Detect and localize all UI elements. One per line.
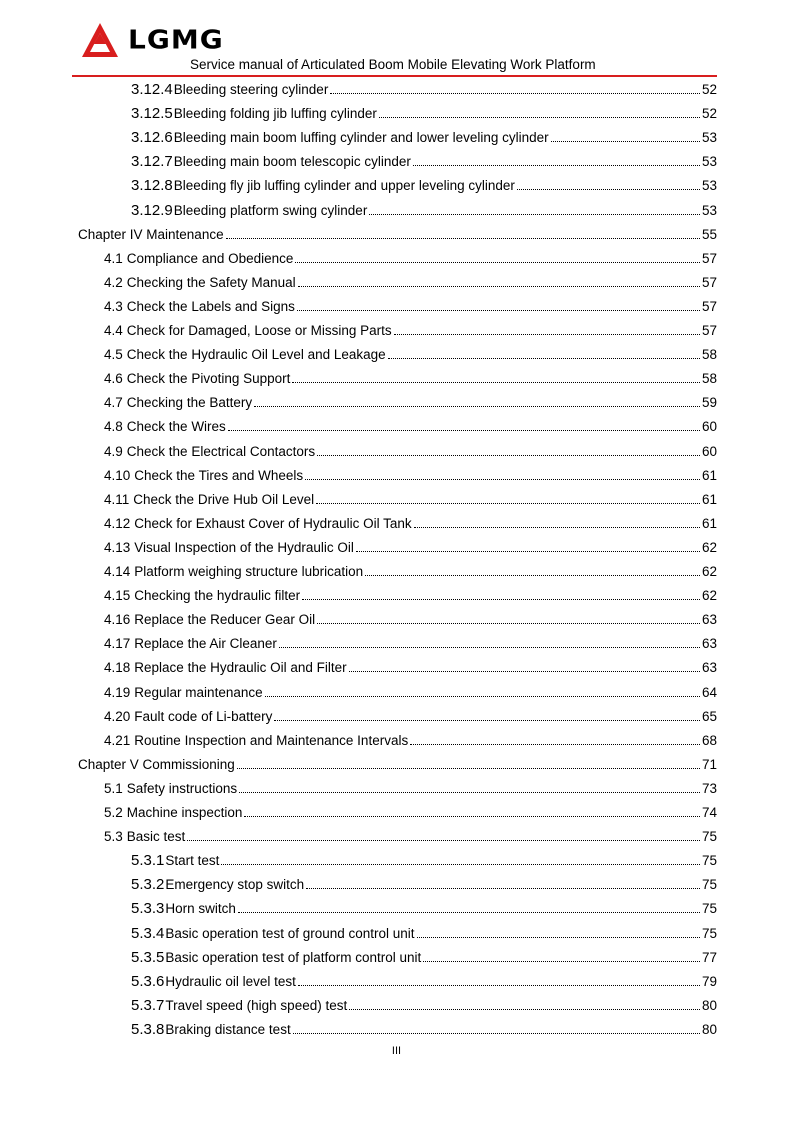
toc-entry[interactable] bbox=[131, 1016, 717, 1038]
dot-leader bbox=[237, 768, 700, 769]
toc-entry-title: Check the Tires and Wheels bbox=[134, 467, 304, 483]
toc-entry-title: Check the Pivoting Support bbox=[126, 371, 291, 387]
toc-entry-page: 53 bbox=[701, 154, 717, 170]
toc-entry-number: 5.3.4 bbox=[131, 924, 165, 942]
toc-entry[interactable] bbox=[104, 679, 717, 701]
toc-entry-page: 61 bbox=[701, 467, 717, 483]
dot-leader bbox=[244, 816, 700, 817]
toc-entry-title: Bleeding main boom luffing cylinder and lower leveling cylinder bbox=[173, 130, 549, 146]
dot-leader bbox=[254, 406, 700, 407]
toc-entry-page: 80 bbox=[701, 1021, 717, 1037]
dot-leader bbox=[274, 720, 700, 721]
toc-entry-page: 53 bbox=[701, 202, 717, 218]
dot-leader bbox=[298, 985, 700, 986]
toc-entry-title: Routine Inspection and Maintenance Intervals bbox=[134, 732, 409, 748]
toc-entry-number: 4.17 bbox=[104, 636, 131, 652]
toc-entry-number: 3.12.7 bbox=[131, 153, 173, 171]
toc-entry-page: 57 bbox=[701, 274, 717, 290]
dot-leader bbox=[365, 575, 700, 576]
dot-leader bbox=[295, 262, 700, 263]
page-number: III bbox=[391, 1045, 402, 1057]
toc-entry-page: 63 bbox=[701, 636, 717, 652]
toc-entry-title: Check the Hydraulic Oil Level and Leakage bbox=[126, 347, 386, 363]
toc-entry-page: 61 bbox=[701, 491, 717, 507]
toc-entry-number: 4.4 bbox=[104, 323, 123, 338]
toc-entry-page: 68 bbox=[701, 732, 717, 748]
toc-entry-title: Chapter V Commissioning bbox=[78, 756, 235, 772]
dot-leader bbox=[317, 455, 700, 456]
toc-entry-page: 53 bbox=[701, 130, 717, 146]
toc-entry[interactable] bbox=[131, 148, 717, 170]
toc-entry-page: 75 bbox=[701, 877, 717, 893]
toc-entry-title: Check the Labels and Signs bbox=[126, 298, 295, 314]
dot-leader bbox=[305, 479, 700, 480]
dot-leader bbox=[349, 671, 700, 672]
toc-entry-title: Check the Drive Hub Oil Level bbox=[133, 491, 315, 507]
toc-entry-number: 5.3.3 bbox=[131, 900, 165, 918]
toc-entry[interactable] bbox=[104, 341, 717, 363]
toc-entry-number: 4.3 bbox=[104, 298, 123, 314]
toc-entry-title: Basic operation test of platform control unit bbox=[165, 949, 422, 965]
toc-entry[interactable] bbox=[104, 606, 717, 628]
dot-leader bbox=[238, 912, 700, 913]
toc-entry[interactable] bbox=[131, 944, 717, 966]
toc-entry[interactable] bbox=[104, 823, 717, 845]
toc-entry[interactable] bbox=[104, 293, 717, 315]
toc-entry[interactable] bbox=[104, 582, 717, 604]
toc-entry-number: 4.7 bbox=[104, 395, 123, 411]
toc-entry-title: Travel speed (high speed) test bbox=[165, 997, 348, 1013]
toc-entry[interactable] bbox=[104, 799, 717, 821]
toc-entry-number: 3.12.5 bbox=[131, 105, 173, 123]
toc-entry-title: Check for Damaged, Loose or Missing Parts bbox=[126, 323, 392, 338]
toc-entry-page: 57 bbox=[701, 323, 717, 338]
toc-entry-number: 4.2 bbox=[104, 274, 123, 290]
toc-entry-page: 75 bbox=[701, 901, 717, 917]
dot-leader bbox=[413, 165, 700, 166]
toc-entry[interactable] bbox=[131, 76, 717, 98]
toc-entry-page: 58 bbox=[701, 347, 717, 363]
toc-entry-page: 52 bbox=[701, 82, 717, 97]
toc-entry-number: 4.10 bbox=[104, 467, 131, 483]
toc-entry-title: Fault code of Li-battery bbox=[134, 708, 273, 724]
toc-entry-page: 53 bbox=[701, 178, 717, 194]
toc-entry-number: 4.8 bbox=[104, 419, 123, 435]
toc-entry-number: 4.18 bbox=[104, 660, 131, 676]
toc-entry-number: 5.3.2 bbox=[131, 876, 165, 894]
dot-leader bbox=[187, 840, 700, 841]
dot-leader bbox=[239, 792, 700, 793]
dot-leader bbox=[388, 358, 700, 359]
toc-entry-number: 4.6 bbox=[104, 371, 123, 387]
dot-leader bbox=[298, 286, 700, 287]
dot-leader bbox=[293, 1033, 700, 1034]
toc-entry[interactable] bbox=[131, 992, 717, 1014]
toc-entry[interactable] bbox=[104, 630, 717, 652]
toc-entry-page: 59 bbox=[701, 395, 717, 411]
toc-entry-title: Start test bbox=[165, 853, 220, 869]
dot-leader bbox=[306, 888, 700, 889]
toc-entry[interactable] bbox=[104, 727, 717, 749]
toc-entry-page: 75 bbox=[701, 853, 717, 869]
toc-entry-title: Basic operation test of ground control unit bbox=[165, 925, 415, 941]
toc-entry[interactable] bbox=[104, 438, 717, 460]
toc-entry-page: 62 bbox=[701, 588, 717, 604]
dot-leader bbox=[221, 864, 700, 865]
toc-entry-page: 64 bbox=[701, 684, 717, 700]
toc-entry-number: 4.19 bbox=[104, 684, 131, 700]
toc-entry-title: Bleeding folding jib luffing cylinder bbox=[173, 106, 377, 122]
toc-entry-number: 5.3 bbox=[104, 829, 123, 845]
toc-entry[interactable] bbox=[104, 558, 717, 580]
toc-entry[interactable] bbox=[131, 968, 717, 990]
triangle-logo-icon bbox=[80, 22, 124, 58]
toc-entry-page: 60 bbox=[701, 419, 717, 435]
toc-entry[interactable] bbox=[104, 413, 717, 435]
toc-entry-title: Checking the hydraulic filter bbox=[134, 588, 301, 604]
toc-entry-title: Bleeding fly jib luffing cylinder and upper leveling cylinder bbox=[173, 178, 515, 194]
toc-entry-page: 57 bbox=[701, 298, 717, 314]
toc-entry-page: 63 bbox=[701, 612, 717, 628]
toc-entry-page: 65 bbox=[701, 708, 717, 724]
toc-entry-title: Replace the Reducer Gear Oil bbox=[134, 612, 316, 628]
document-title: Service manual of Articulated Boom Mobile Elevating Work Platform bbox=[190, 57, 596, 72]
dot-leader bbox=[265, 696, 700, 697]
dot-leader bbox=[279, 647, 700, 648]
toc-entry[interactable] bbox=[104, 775, 717, 797]
toc-entry-number: 3.12.4 bbox=[131, 81, 173, 98]
toc-entry-title: Machine inspection bbox=[126, 805, 243, 820]
toc-entry-title: Chapter IV Maintenance bbox=[78, 226, 224, 242]
toc-entry[interactable] bbox=[104, 654, 717, 676]
toc-entry-page: 62 bbox=[701, 539, 717, 555]
toc-entry-number: 4.5 bbox=[104, 347, 123, 363]
toc-entry-page: 60 bbox=[701, 443, 717, 459]
toc-entry-page: 71 bbox=[701, 756, 717, 772]
toc-entry-title: Check the Electrical Contactors bbox=[126, 443, 316, 459]
toc-entry-title: Checking the Battery bbox=[126, 395, 253, 411]
toc-entry[interactable] bbox=[104, 389, 717, 411]
toc-entry-page: 77 bbox=[701, 949, 717, 965]
toc-entry[interactable] bbox=[104, 269, 717, 291]
toc-entry-title: Platform weighing structure lubrication bbox=[134, 564, 364, 579]
lgmg-logo bbox=[80, 22, 224, 58]
toc-entry-title: Hydraulic oil level test bbox=[165, 973, 296, 989]
toc-entry[interactable] bbox=[131, 197, 717, 219]
toc-entry-page: 57 bbox=[701, 250, 717, 266]
toc-entry-number: 4.15 bbox=[104, 588, 131, 604]
dot-leader bbox=[316, 503, 700, 504]
toc-entry-number: 3.12.8 bbox=[131, 177, 173, 195]
dot-leader bbox=[369, 214, 700, 215]
dot-leader bbox=[349, 1009, 700, 1010]
dot-leader bbox=[414, 527, 700, 528]
toc-entry-number: 3.12.9 bbox=[131, 201, 173, 219]
toc-entry-title: Safety instructions bbox=[126, 780, 238, 796]
toc-entry-title: Basic test bbox=[126, 829, 186, 845]
toc-entry-number: 5.3.5 bbox=[131, 948, 165, 966]
dot-leader bbox=[356, 551, 700, 552]
toc-entry-title: Braking distance test bbox=[165, 1021, 291, 1037]
toc-entry-page: 80 bbox=[701, 997, 717, 1013]
toc-entry-title: Visual Inspection of the Hydraulic Oil bbox=[134, 539, 354, 555]
toc-entry-page: 75 bbox=[701, 925, 717, 941]
toc-entry-number: 5.1 bbox=[104, 780, 123, 796]
toc-entry-number: 4.14 bbox=[104, 564, 131, 579]
toc-entry[interactable] bbox=[131, 871, 717, 893]
toc-entry-number: 4.9 bbox=[104, 443, 123, 459]
toc-entry-number: 4.11 bbox=[104, 491, 130, 507]
toc-entry[interactable] bbox=[131, 172, 717, 194]
toc-entry[interactable] bbox=[131, 124, 717, 146]
toc-entry-number: 4.21 bbox=[104, 732, 131, 748]
toc-entry[interactable] bbox=[131, 847, 717, 869]
dot-leader bbox=[302, 599, 700, 600]
toc-entry-page: 73 bbox=[701, 780, 717, 796]
dot-leader bbox=[379, 117, 700, 118]
toc-entry-page: 75 bbox=[701, 829, 717, 845]
toc-entry[interactable] bbox=[78, 751, 717, 773]
toc-entry-page: 52 bbox=[701, 106, 717, 122]
toc-entry-title: Check for Exhaust Cover of Hydraulic Oil Tank bbox=[134, 515, 412, 531]
toc-entry-page: 79 bbox=[701, 973, 717, 989]
toc-entry-number: 4.12 bbox=[104, 515, 131, 531]
toc-entry-number: 5.3.1 bbox=[131, 852, 165, 870]
toc-entry[interactable] bbox=[104, 365, 717, 387]
toc-entry-title: Replace the Hydraulic Oil and Filter bbox=[134, 660, 347, 676]
dot-leader bbox=[410, 744, 700, 745]
toc-entry-number: 4.20 bbox=[104, 708, 131, 724]
toc-entry-number: 5.3.6 bbox=[131, 972, 165, 990]
toc-entry-title: Check the Wires bbox=[126, 419, 226, 435]
toc-entry-title: Replace the Air Cleaner bbox=[134, 636, 277, 652]
toc-entry[interactable] bbox=[104, 317, 717, 339]
dot-leader bbox=[517, 189, 700, 190]
dot-leader bbox=[292, 382, 700, 383]
toc-entry-page: 63 bbox=[701, 660, 717, 676]
toc-entry-title: Bleeding platform swing cylinder bbox=[173, 202, 368, 218]
dot-leader bbox=[228, 430, 700, 431]
toc-entry-page: 58 bbox=[701, 371, 717, 387]
toc-entry-title: Bleeding main boom telescopic cylinder bbox=[173, 154, 411, 170]
toc-entry[interactable] bbox=[104, 486, 717, 508]
toc-entry-title: Regular maintenance bbox=[134, 684, 263, 700]
toc-entry[interactable] bbox=[131, 920, 717, 942]
toc-entry[interactable] bbox=[131, 100, 717, 122]
toc-entry-number: 5.3.8 bbox=[131, 1020, 165, 1038]
dot-leader bbox=[423, 961, 700, 962]
dot-leader bbox=[417, 937, 700, 938]
toc-entry-number: 4.16 bbox=[104, 612, 131, 628]
toc-entry-title: Compliance and Obedience bbox=[126, 250, 294, 266]
toc-entry-page: 55 bbox=[701, 226, 717, 242]
toc-entry-title: Checking the Safety Manual bbox=[126, 274, 296, 290]
toc-entry[interactable] bbox=[131, 895, 717, 917]
toc-entry-title: Bleeding steering cylinder bbox=[173, 82, 329, 97]
toc-entry[interactable] bbox=[104, 462, 717, 484]
dot-leader bbox=[226, 238, 700, 239]
toc-entry-number: 5.3.7 bbox=[131, 996, 165, 1014]
toc-entry[interactable] bbox=[104, 245, 717, 267]
toc-entry-number: 4.1 bbox=[104, 250, 123, 266]
dot-leader bbox=[317, 623, 700, 624]
dot-leader bbox=[551, 141, 700, 142]
toc-entry[interactable] bbox=[104, 534, 717, 556]
dot-leader bbox=[297, 310, 700, 311]
toc-entry-number: 5.2 bbox=[104, 805, 123, 820]
toc-entry[interactable] bbox=[104, 703, 717, 725]
logo-text: LGMG bbox=[128, 24, 224, 55]
toc-entry[interactable] bbox=[104, 510, 717, 532]
toc-entry-number: 4.13 bbox=[104, 539, 131, 555]
dot-leader bbox=[394, 334, 700, 335]
toc-entry[interactable] bbox=[78, 221, 717, 243]
dot-leader bbox=[330, 93, 700, 94]
toc-entry-title: Emergency stop switch bbox=[165, 877, 305, 893]
toc-entry-page: 74 bbox=[701, 805, 717, 820]
toc-entry-page: 62 bbox=[701, 564, 717, 579]
toc-entry-title: Horn switch bbox=[165, 901, 236, 917]
toc-entry-page: 61 bbox=[701, 515, 717, 531]
toc-entry-number: 3.12.6 bbox=[131, 129, 173, 147]
